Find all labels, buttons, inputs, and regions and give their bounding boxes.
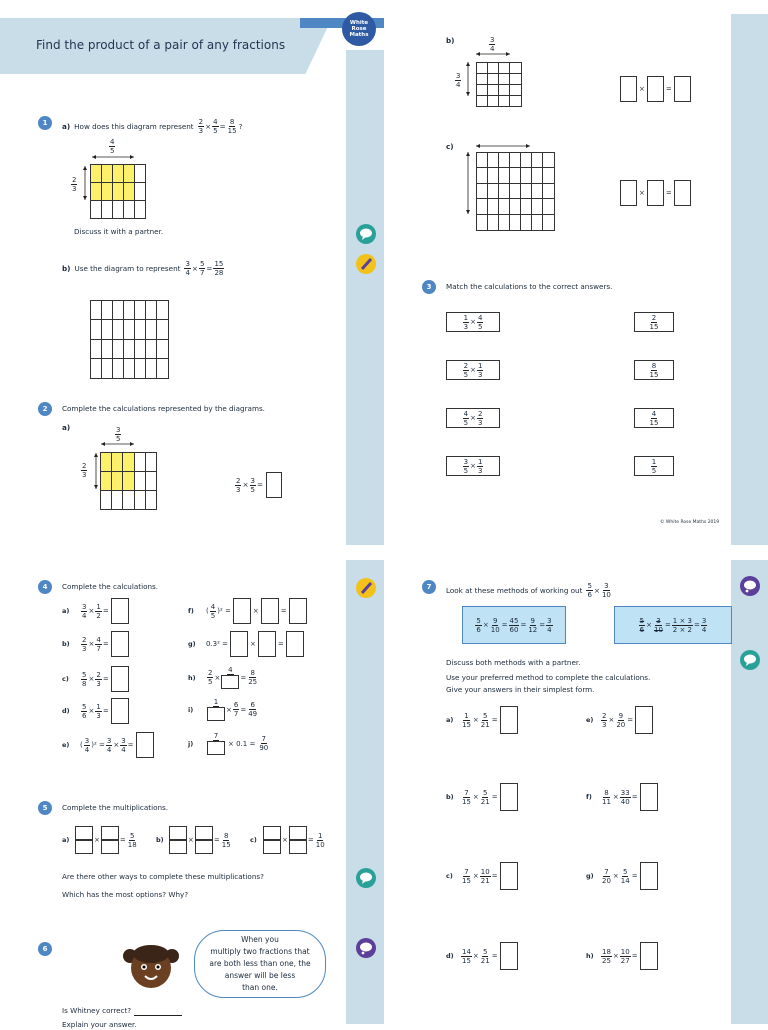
q4j-calc: j) 7 × 0.1 = $\frac{7}{90}$ <box>188 732 270 755</box>
q4f-box-2[interactable] <box>261 598 279 624</box>
q2b-top-arrow <box>474 50 514 58</box>
q5a-num-box-2[interactable] <box>101 826 119 840</box>
q7h-calc: h) $\frac{18}{25}$ × $\frac{10}{27}$ = <box>586 942 658 970</box>
q3-instruction: Match the calculations to the correct answers. <box>446 282 613 291</box>
q4g-box-1[interactable] <box>230 631 248 657</box>
method-2-box: $\frac{5}{6}$ × $\frac{3}{10}$ = $\frac{1 \times 3}{2 \times 2}$ = $\frac{3}{4}$ <box>614 606 732 644</box>
q5c-num-box-2[interactable] <box>289 826 307 840</box>
q5b-den-box-2[interactable] <box>195 840 213 854</box>
question-1-number: 1 <box>38 116 52 130</box>
q4f-box-3[interactable] <box>289 598 307 624</box>
q1a-text: How does this diagram represent <box>74 121 194 131</box>
q4i-denominator-box[interactable] <box>207 707 225 721</box>
page-1-sidebar <box>346 50 384 545</box>
q1a-grid-diagram <box>90 164 145 218</box>
q4-instruction: Complete the calculations. <box>62 582 159 591</box>
speech-line-4: answer will be less <box>224 971 296 980</box>
q5a-den-box-2[interactable] <box>101 840 119 854</box>
q5b-den-box-1[interactable] <box>169 840 187 854</box>
speech-line-5: than one. <box>242 983 278 992</box>
speech-line-3: are both less than one, the <box>209 959 311 968</box>
q2a-frac-2: $\frac{3}{5}$ <box>250 476 255 494</box>
q1b-empty-grid <box>90 300 168 378</box>
q2c-box-3[interactable] <box>674 180 691 206</box>
pencil-reasoning-icon <box>356 578 376 598</box>
q7-intro: Look at these methods of working out $\frac{5}{6}$ × $\frac{3}{10}$ <box>446 582 611 599</box>
q7e-answer-box[interactable] <box>635 706 653 734</box>
worksheet-page-3 <box>0 560 384 1029</box>
page-4-sidebar <box>731 560 768 1024</box>
q2b-grid-diagram <box>476 62 521 106</box>
q7c-answer-box[interactable] <box>500 862 518 890</box>
discussion-speech-icon <box>356 224 376 244</box>
q5b-num-box-1[interactable] <box>169 826 187 840</box>
question-3-number: 3 <box>422 280 436 294</box>
q1a-frac-3: $\frac{8}{15}$ <box>227 118 237 135</box>
q2b-box-3[interactable] <box>674 76 691 102</box>
q7b-calc: b) $\frac{7}{15}$ × $\frac{5}{21}$ = <box>446 783 518 811</box>
q3-calc-4[interactable]: $\frac{3}{5}$ × $\frac{1}{3}$ <box>446 456 500 476</box>
q4b-answer-box[interactable] <box>111 631 129 657</box>
q2a-answer-box[interactable] <box>266 472 282 498</box>
q4i-calc: i) 1 × $\frac{6}{7}$ = $\frac{6}{49}$ <box>188 698 259 721</box>
q4b-calc: b) $\frac{2}{3}$ × $\frac{4}{7}$ = <box>62 631 129 657</box>
q7d-answer-box[interactable] <box>500 942 518 970</box>
page-2-sidebar <box>731 14 768 545</box>
q7b-answer-box[interactable] <box>500 783 518 811</box>
question-7-number: 7 <box>422 580 436 594</box>
q5a-den-box-1[interactable] <box>75 840 93 854</box>
q5c-num-box-1[interactable] <box>263 826 281 840</box>
whitney-character-illustration <box>120 942 182 992</box>
q5a-calc: a) × = $\frac{5}{18}$ <box>62 826 139 854</box>
q1a-diagram-top-label: $\frac{4}{5}$ <box>110 138 115 155</box>
q7f-calc: f) $\frac{8}{11}$ × $\frac{33}{40}$ = <box>586 783 658 811</box>
q1b-frac-1: $\frac{3}{4}$ <box>185 260 190 277</box>
q1-discuss-text: Discuss it with a partner. <box>74 227 164 236</box>
q5c-den-box-2[interactable] <box>289 840 307 854</box>
q7g-calc: g) $\frac{7}{20}$ × $\frac{5}{14}$ = <box>586 862 658 890</box>
q7d-calc: d) $\frac{14}{15}$ × $\frac{5}{21}$ = <box>446 942 518 970</box>
logo-word-2: Rose <box>351 26 367 32</box>
worksheet-page-4 <box>392 560 768 1024</box>
q2a-calculation: $\frac{2}{3}$ × $\frac{3}{5}$ = <box>234 472 282 498</box>
q2b-top-label: $\frac{3}{4}$ <box>490 36 495 53</box>
q3-answer-3[interactable]: $\frac{4}{15}$ <box>634 408 674 428</box>
q1a-label: a) <box>62 121 71 131</box>
q7c-calc: c) $\frac{7}{15}$ × $\frac{10}{21}$ = <box>446 862 518 890</box>
question-4-number: 4 <box>38 580 52 594</box>
q3-answer-2[interactable]: $\frac{8}{15}$ <box>634 360 674 380</box>
q4e-answer-box[interactable] <box>136 732 154 758</box>
q4e-calc: e) ( $\frac{3}{4}$ ) ² = $\frac{3}{4}$ × $\frac{3}{4}$ = <box>62 732 154 758</box>
q4d-answer-box[interactable] <box>111 698 129 724</box>
q1b-frac-2: $\frac{5}{7}$ <box>199 260 205 277</box>
worksheet-page-1 <box>0 0 384 545</box>
q3-calc-3[interactable]: $\frac{4}{5}$ × $\frac{2}{3}$ <box>446 408 500 428</box>
thinking-bubble-icon <box>740 576 760 596</box>
worksheet-page-2 <box>392 0 768 545</box>
white-rose-logo <box>342 12 376 46</box>
q3-calc-1[interactable]: $\frac{1}{3}$ × $\frac{4}{5}$ <box>446 312 500 332</box>
q2b-box-2[interactable] <box>647 76 664 102</box>
q7h-answer-box[interactable] <box>640 942 658 970</box>
q2c-grid-diagram <box>476 152 554 230</box>
q5c-den-box-1[interactable] <box>263 840 281 854</box>
q7-line-1: Discuss both methods with a partner. <box>446 658 581 667</box>
pencil-reasoning-icon <box>356 254 376 274</box>
q2b-label: b) <box>446 36 455 45</box>
q6-answer-line[interactable] <box>134 1007 182 1016</box>
copyright-notice: © White Rose Maths 2019 <box>660 520 720 525</box>
q4c-answer-box[interactable] <box>111 666 129 692</box>
q7a-answer-box[interactable] <box>500 706 518 734</box>
q7e-calc: e) $\frac{2}{3}$ × $\frac{9}{20}$ = <box>586 706 653 734</box>
q3-answer-1[interactable]: $\frac{2}{15}$ <box>634 312 674 332</box>
q5-followup-2: Which has the most options? Why? <box>62 890 189 899</box>
q5c-calc: c) × = $\frac{1}{10}$ <box>250 826 327 854</box>
thinking-bubble-icon <box>356 938 376 958</box>
q4c-calc: c) $\frac{5}{8}$ × $\frac{2}{3}$ = <box>62 666 129 692</box>
q2b-side-label: $\frac{3}{4}$ <box>456 72 461 89</box>
q4a-calc: a) $\frac{3}{4}$ × $\frac{1}{2}$ = <box>62 598 129 624</box>
q2a-grid-diagram <box>100 452 157 509</box>
q4g-box-2[interactable] <box>258 631 276 657</box>
q2a-side-label: $\frac{2}{3}$ <box>82 462 87 479</box>
q6-explain: Explain your answer. <box>62 1020 137 1029</box>
q3-answer-4[interactable]: $\frac{1}{5}$ <box>634 456 674 476</box>
q2c-label: c) <box>446 142 454 151</box>
logo-word-1: White <box>349 20 369 26</box>
q4f-box-1[interactable] <box>233 598 251 624</box>
q1b-text: Use the diagram to represent <box>74 263 181 273</box>
q7g-answer-box[interactable] <box>640 862 658 890</box>
q2-instruction: Complete the calculations represented by the diagrams. <box>62 404 265 413</box>
discussion-speech-icon <box>356 868 376 888</box>
whitney-speech-bubble <box>194 930 326 998</box>
q2c-box-2[interactable] <box>647 180 664 206</box>
q5-followup-1: Are there other ways to complete these multiplications? <box>62 872 264 881</box>
q2b-box-1[interactable] <box>620 76 637 102</box>
q2a-frac-1: $\frac{2}{3}$ <box>236 476 241 494</box>
q1a-frac-1: $\frac{2}{3}$ <box>198 118 204 135</box>
q1a-frac-2: $\frac{4}{5}$ <box>213 118 218 135</box>
q1a-prompt: a) How does this diagram represent $\frac{2}{3}$ × $\frac{4}{5}$ = $\frac{8}{15}$ ? <box>62 118 243 135</box>
q4h-denominator-box[interactable] <box>221 675 239 689</box>
method-1-box: $\frac{5}{6}$ × $\frac{9}{10}$ = $\frac{45}{60}$ = $\frac{9}{12}$ = $\frac{3}{4}$ <box>462 606 566 644</box>
q2b-answer-row: × = <box>620 76 691 102</box>
q2c-box-1[interactable] <box>620 180 637 206</box>
q4j-denominator-box[interactable] <box>207 741 225 755</box>
q4f-calc: f) ( $\frac{4}{5}$ ) ² = × = <box>188 598 307 624</box>
q5-instruction: Complete the multiplications. <box>62 803 169 812</box>
q4h-calc: h) $\frac{2}{5}$ × 4 = $\frac{8}{25}$ <box>188 666 259 689</box>
question-2-number: 2 <box>38 402 52 416</box>
question-5-number: 5 <box>38 801 52 815</box>
q1b-prompt: b) Use the diagram to represent $\frac{3}{4}$ × $\frac{5}{7}$ = $\frac{15}{28}$ <box>62 260 224 277</box>
q7a-calc: a) $\frac{1}{15}$ × $\frac{5}{21}$ = <box>446 706 518 734</box>
logo-word-3: Maths <box>349 32 369 38</box>
q3-calc-2[interactable]: $\frac{2}{5}$ × $\frac{1}{3}$ <box>446 360 500 380</box>
q1b-label: b) <box>62 263 71 273</box>
q7-line-2: Use your preferred method to complete the calculations. <box>446 673 651 682</box>
q1b-frac-3: $\frac{15}{28}$ <box>214 260 224 277</box>
speech-line-1: When you <box>241 935 279 944</box>
discussion-speech-icon <box>740 650 760 670</box>
q4g-box-3[interactable] <box>286 631 304 657</box>
question-6-number: 6 <box>38 942 52 956</box>
q4d-calc: d) $\frac{5}{6}$ × $\frac{1}{3}$ = <box>62 698 129 724</box>
q5b-calc: b) × = $\frac{8}{15}$ <box>156 826 233 854</box>
q7-line-3: Give your answers in their simplest form. <box>446 685 595 694</box>
q6-question: Is Whitney correct? <box>62 1006 182 1016</box>
q2a-top-label: $\frac{3}{5}$ <box>116 426 121 443</box>
q2c-answer-row: × = <box>620 180 691 206</box>
q2b-side-arrow <box>464 60 472 100</box>
q2a-label: a) <box>62 423 71 432</box>
q1a-diagram-side-label: $\frac{2}{3}$ <box>72 176 77 193</box>
q5b-num-box-2[interactable] <box>195 826 213 840</box>
q7f-answer-box[interactable] <box>640 783 658 811</box>
q4g-calc: g) 0.3² = × = <box>188 631 304 657</box>
page-title: Find the product of a pair of any fractions <box>36 38 286 52</box>
speech-line-2: multiply two fractions that <box>210 947 310 956</box>
q5a-num-box-1[interactable] <box>75 826 93 840</box>
q4a-answer-box[interactable] <box>111 598 129 624</box>
